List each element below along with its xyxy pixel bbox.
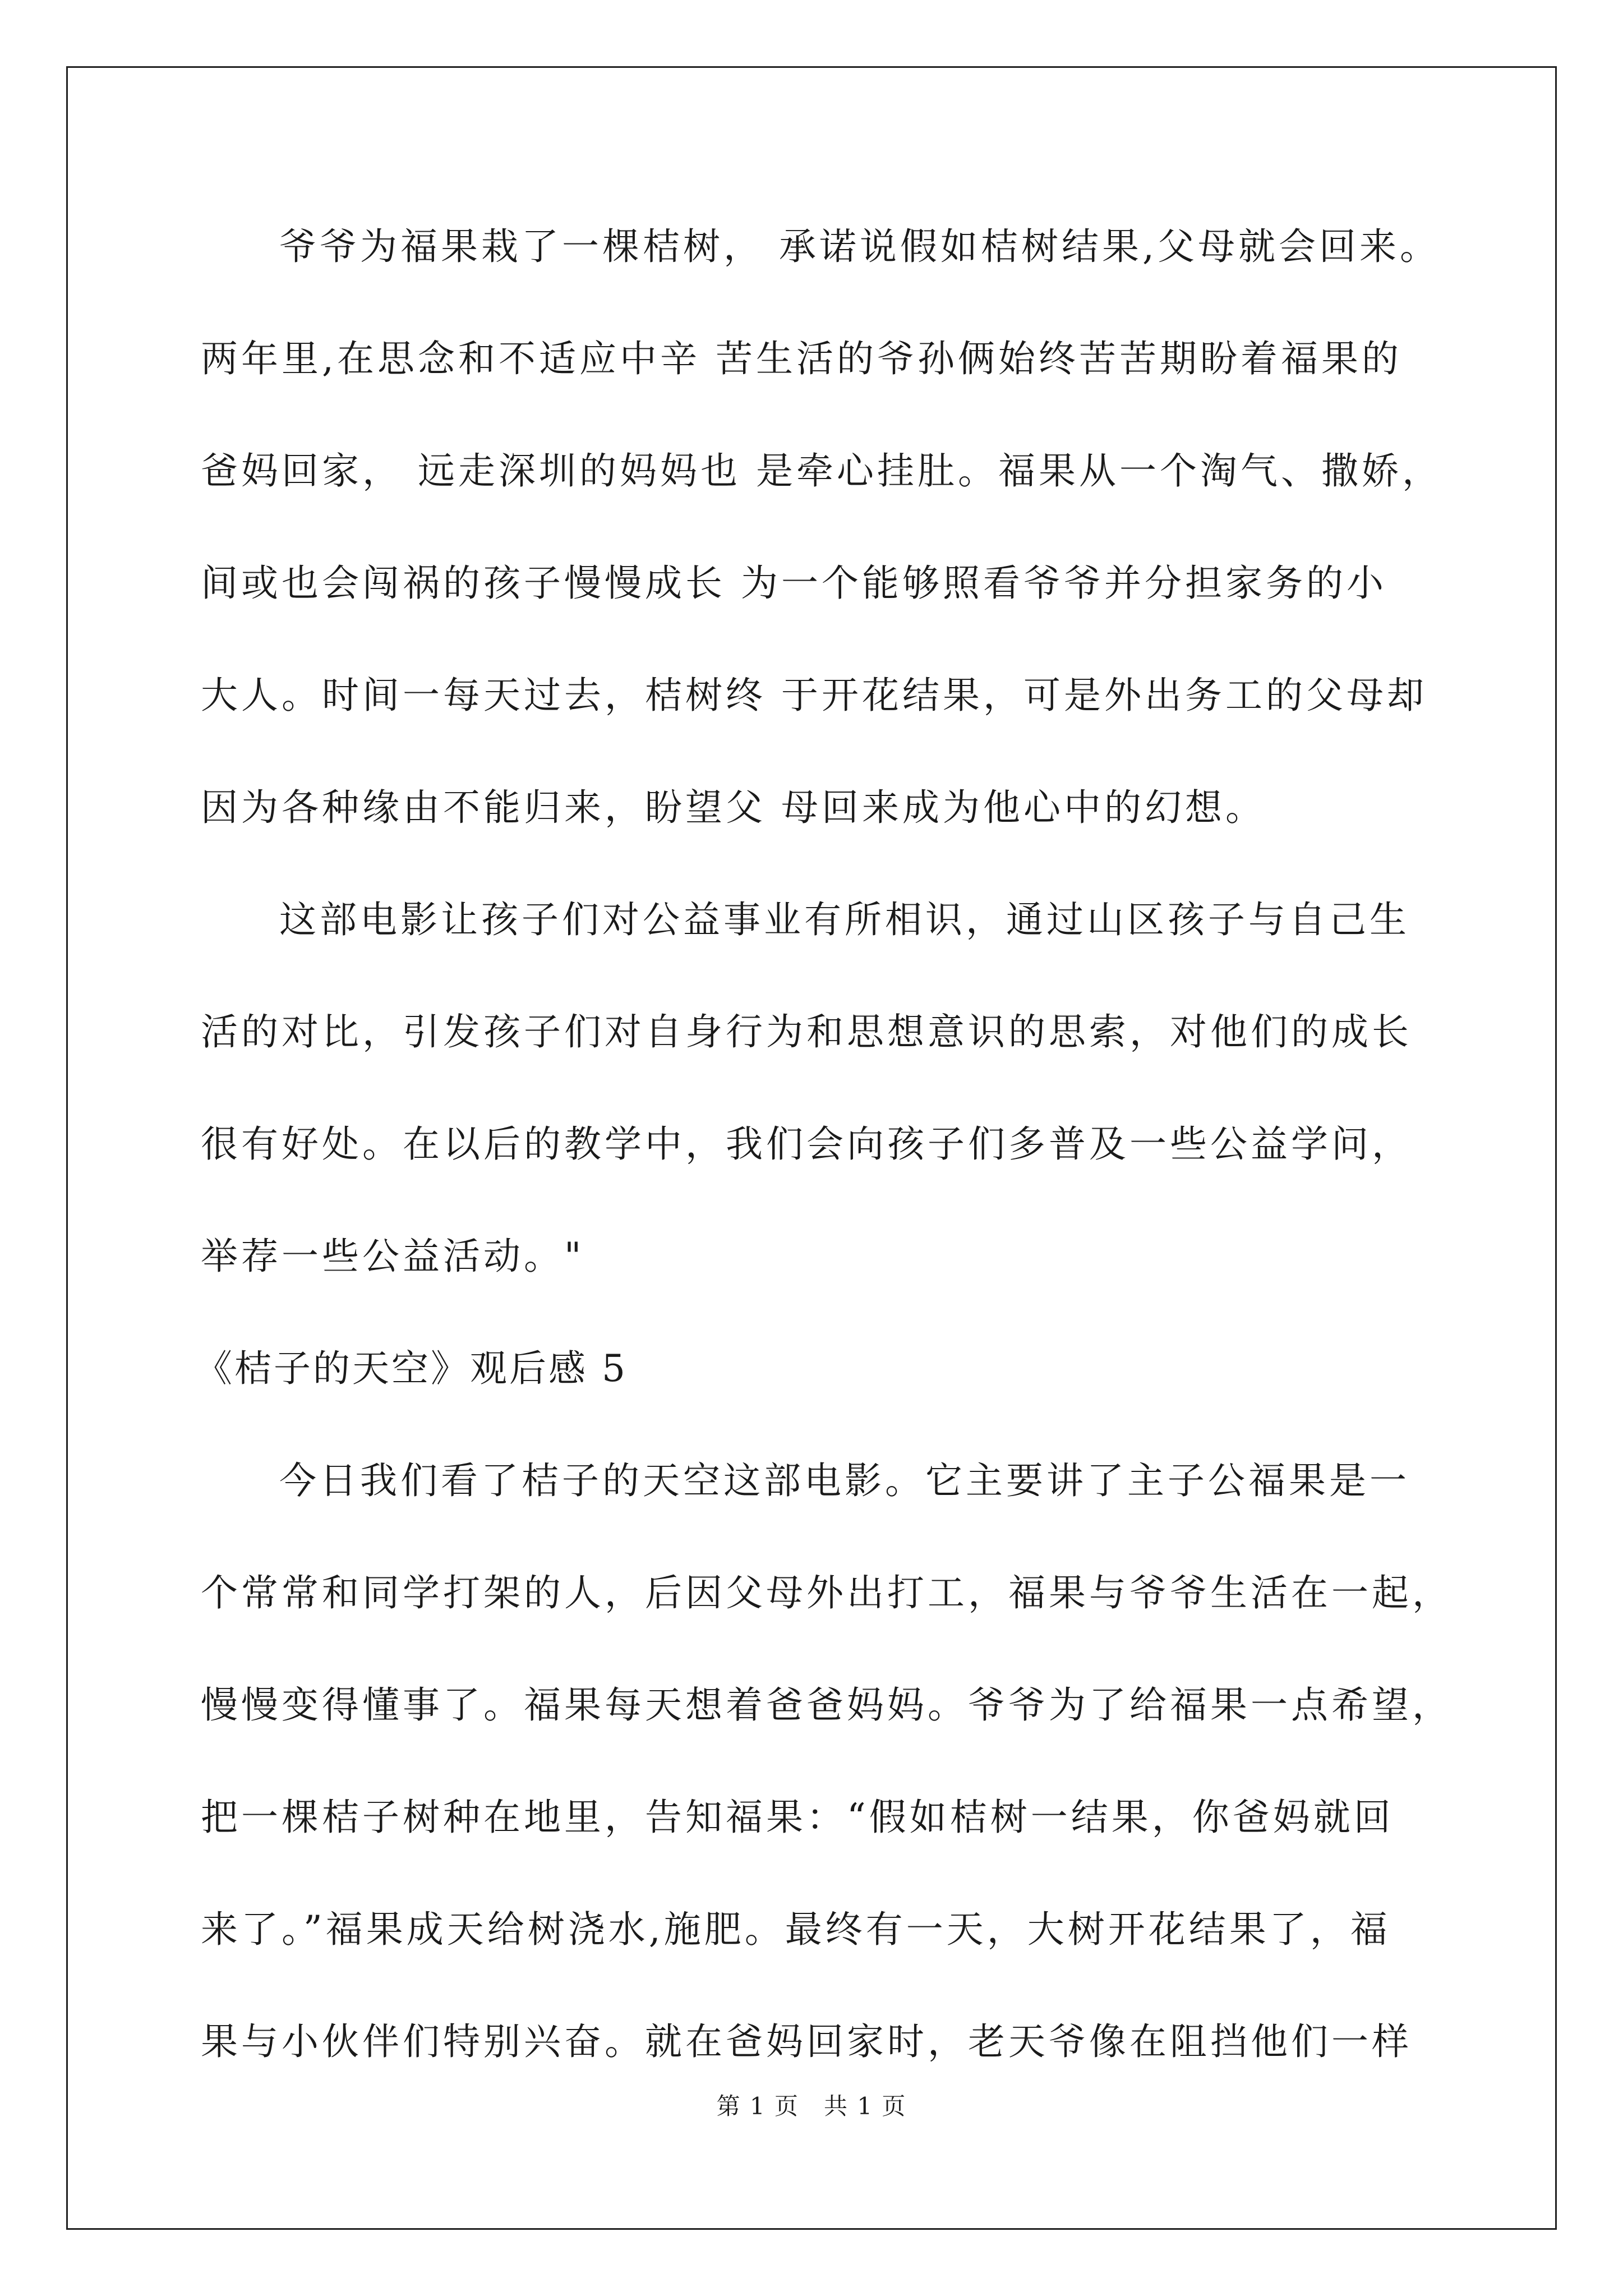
page-number-footer: 第 1 页 共 1 页 [716, 2092, 907, 2120]
text-line: 举荐一些公益活动。" [201, 1235, 585, 1278]
text-line: 间或也会闯祸的孩子慢慢成长 为一个能够照看爷爷并分担家务的小 [201, 562, 1387, 605]
text-line: 个常常和同学打架的人，后因父母外出打工，福果与爷爷生活在一起， [201, 1571, 1453, 1614]
text-line: 因为各种缘由不能归来，盼望父 母回来成为他心中的幻想。 [201, 786, 1266, 829]
text-line: 很有好处。在以后的教学中，我们会向孩子们多普及一些公益学问， [201, 1122, 1412, 1166]
text-line: 这部电影让孩子们对公益事业有所相识，通过山区孩子与自己生 [279, 898, 1410, 941]
text-line: 活的对比，引发孩子们对自身行为和思想意识的思索，对他们的成长 [201, 1010, 1412, 1053]
text-line: 慢慢变得懂事了。福果每天想着爸爸妈妈。爷爷为了给福果一点希望， [201, 1683, 1453, 1727]
section-heading: 《桔子的天空》观后感 5 [195, 1347, 628, 1390]
text-line: 果与小伙伴们特别兴奋。就在爸妈回家时，老天爷像在阻挡他们一样 [201, 2020, 1412, 2063]
text-line: 两年里,在思念和不适应中辛 苦生活的爷孙俩始终苦苦期盼着福果的 [201, 337, 1402, 380]
text-line: 爸妈回家， 远走深圳的妈妈也 是牵心挂肚。福果从一个淘气、撒娇， [201, 449, 1442, 493]
text-line: 今日我们看了桔子的天空这部电影。它主要讲了主子公福果是一 [279, 1459, 1410, 1502]
text-line: 把一棵桔子树种在地里，告知福果：“假如桔树一结果，你爸妈就回 [201, 1796, 1394, 1839]
text-line: 来了。”福果成天给树浇水,施肥。最终有一天，大树开花结果了，福 [201, 1908, 1391, 1951]
text-line: 爷爷为福果栽了一棵桔树， 承诺说假如桔树结果,父母就会回来。 [279, 225, 1440, 268]
text-line: 大人。时间一每天过去，桔树终 于开花结果，可是外出务工的父母却 [201, 674, 1427, 717]
